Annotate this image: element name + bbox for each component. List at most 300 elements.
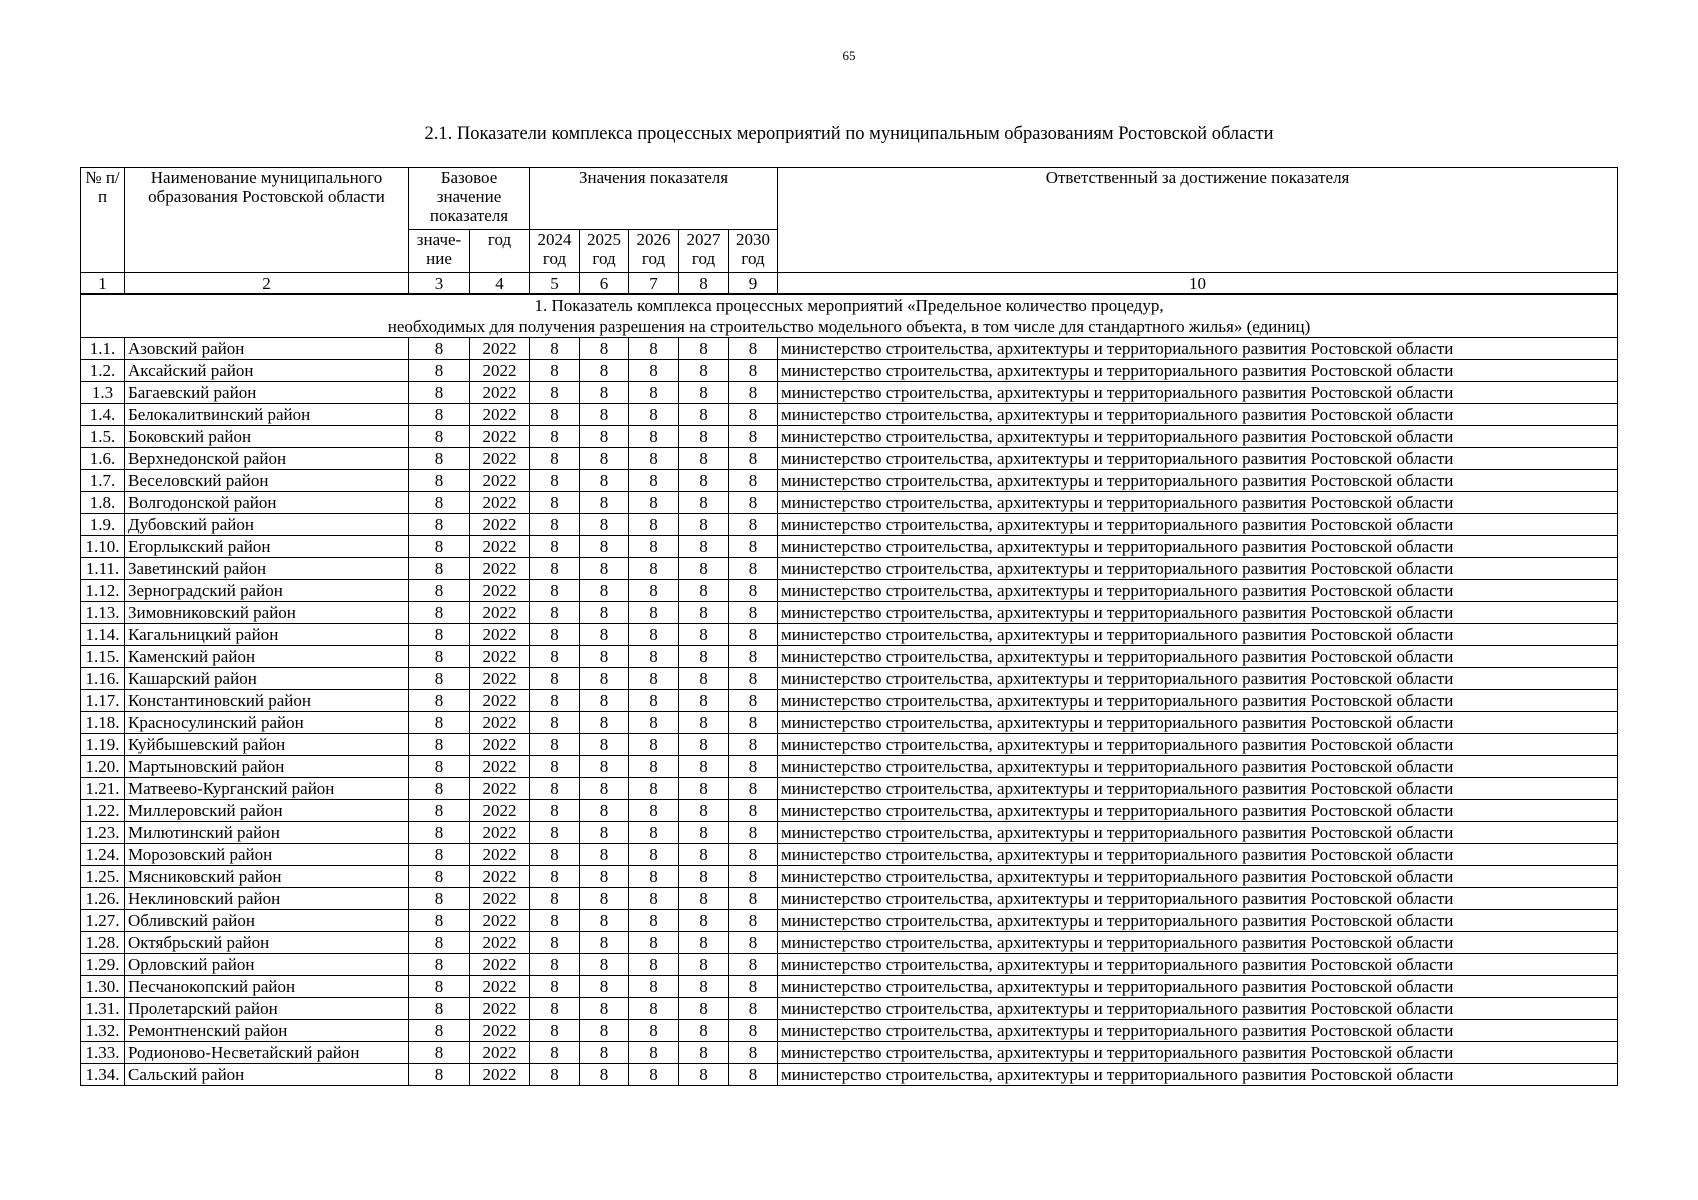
value-2030: 8 bbox=[729, 470, 778, 492]
value-2025: 8 bbox=[580, 360, 629, 382]
municipality-name: Пролетарский район bbox=[125, 998, 409, 1020]
table-body bbox=[81, 294, 1618, 1086]
value-2027: 8 bbox=[679, 580, 729, 602]
value-2026: 8 bbox=[629, 338, 679, 360]
value-2026: 8 bbox=[629, 382, 679, 404]
base-year: 2022 bbox=[470, 712, 530, 734]
table-row bbox=[81, 1020, 1618, 1042]
value-2030: 8 bbox=[729, 426, 778, 448]
col-number: 6 bbox=[580, 273, 629, 295]
value-2024: 8 bbox=[530, 734, 580, 756]
responsible-body: министерство строительства, архитектуры и территориального развития Ростовской области bbox=[778, 734, 1618, 756]
value-2027: 8 bbox=[679, 558, 729, 580]
table-row bbox=[81, 712, 1618, 734]
value-2025: 8 bbox=[580, 382, 629, 404]
responsible-body: министерство строительства, архитектуры и территориального развития Ростовской области bbox=[778, 756, 1618, 778]
responsible-body: министерство строительства, архитектуры и территориального развития Ростовской области bbox=[778, 602, 1618, 624]
value-2026: 8 bbox=[629, 888, 679, 910]
table-row bbox=[81, 404, 1618, 426]
value-2026: 8 bbox=[629, 580, 679, 602]
responsible-body: министерство строительства, архитектуры и территориального развития Ростовской области bbox=[778, 1020, 1618, 1042]
value-2024: 8 bbox=[530, 360, 580, 382]
value-2024: 8 bbox=[530, 492, 580, 514]
base-year: 2022 bbox=[470, 778, 530, 800]
col-number: 5 bbox=[530, 273, 580, 295]
table-row bbox=[81, 668, 1618, 690]
value-2027: 8 bbox=[679, 954, 729, 976]
value-2027: 8 bbox=[679, 382, 729, 404]
value-2027: 8 bbox=[679, 624, 729, 646]
table-row bbox=[81, 426, 1618, 448]
municipality-name: Милютинский район bbox=[125, 822, 409, 844]
responsible-body: министерство строительства, архитектуры и территориального развития Ростовской области bbox=[778, 536, 1618, 558]
value-2027: 8 bbox=[679, 800, 729, 822]
value-2030: 8 bbox=[729, 668, 778, 690]
value-2027: 8 bbox=[679, 404, 729, 426]
base-year: 2022 bbox=[470, 844, 530, 866]
group-heading-line-2: необходимых для получения разрешения на строительство модельного объекта, в том числе для стандартного жилья» (единиц) bbox=[387, 317, 1311, 336]
value-2027: 8 bbox=[679, 756, 729, 778]
base-year: 2022 bbox=[470, 800, 530, 822]
responsible-body: министерство строительства, архитектуры и территориального развития Ростовской области bbox=[778, 800, 1618, 822]
row-number: 1.21. bbox=[81, 778, 125, 800]
base-value: 8 bbox=[409, 404, 470, 426]
col-number: 7 bbox=[629, 273, 679, 295]
value-2025: 8 bbox=[580, 910, 629, 932]
value-2027: 8 bbox=[679, 1020, 729, 1042]
base-value: 8 bbox=[409, 580, 470, 602]
value-2025: 8 bbox=[580, 1064, 629, 1086]
header-base-value: значе-ние bbox=[409, 230, 470, 273]
value-2030: 8 bbox=[729, 646, 778, 668]
group-heading bbox=[81, 294, 1618, 338]
col-number: 4 bbox=[470, 273, 530, 295]
table-row bbox=[81, 624, 1618, 646]
municipality-name: Волгодонской район bbox=[125, 492, 409, 514]
value-2030: 8 bbox=[729, 910, 778, 932]
value-2026: 8 bbox=[629, 1064, 679, 1086]
value-2025: 8 bbox=[580, 976, 629, 998]
table-row bbox=[81, 734, 1618, 756]
value-2025: 8 bbox=[580, 822, 629, 844]
value-2024: 8 bbox=[530, 470, 580, 492]
table-row bbox=[81, 844, 1618, 866]
value-2025: 8 bbox=[580, 602, 629, 624]
base-value: 8 bbox=[409, 1064, 470, 1086]
value-2025: 8 bbox=[580, 1020, 629, 1042]
base-value: 8 bbox=[409, 932, 470, 954]
base-year: 2022 bbox=[470, 646, 530, 668]
base-value: 8 bbox=[409, 778, 470, 800]
municipality-name: Родионово-Несветайский район bbox=[125, 1042, 409, 1064]
base-value: 8 bbox=[409, 866, 470, 888]
municipality-name: Мартыновский район bbox=[125, 756, 409, 778]
value-2030: 8 bbox=[729, 888, 778, 910]
value-2030: 8 bbox=[729, 338, 778, 360]
municipality-name: Песчанокопский район bbox=[125, 976, 409, 998]
table-row bbox=[81, 360, 1618, 382]
municipality-name: Зерноградский район bbox=[125, 580, 409, 602]
table-row bbox=[81, 1042, 1618, 1064]
base-value: 8 bbox=[409, 646, 470, 668]
header-base-year: год bbox=[470, 230, 530, 273]
value-2024: 8 bbox=[530, 910, 580, 932]
value-2026: 8 bbox=[629, 954, 679, 976]
base-value: 8 bbox=[409, 998, 470, 1020]
row-number: 1.29. bbox=[81, 954, 125, 976]
value-2024: 8 bbox=[530, 646, 580, 668]
value-2026: 8 bbox=[629, 1020, 679, 1042]
col-number: 2 bbox=[125, 273, 409, 295]
responsible-body: министерство строительства, архитектуры и территориального развития Ростовской области bbox=[778, 646, 1618, 668]
value-2030: 8 bbox=[729, 778, 778, 800]
col-number: 3 bbox=[409, 273, 470, 295]
value-2024: 8 bbox=[530, 382, 580, 404]
value-2024: 8 bbox=[530, 756, 580, 778]
row-number: 1.31. bbox=[81, 998, 125, 1020]
value-2030: 8 bbox=[729, 844, 778, 866]
value-2025: 8 bbox=[580, 734, 629, 756]
value-2027: 8 bbox=[679, 888, 729, 910]
base-year: 2022 bbox=[470, 998, 530, 1020]
value-2026: 8 bbox=[629, 536, 679, 558]
base-year: 2022 bbox=[470, 756, 530, 778]
value-2025: 8 bbox=[580, 338, 629, 360]
value-2025: 8 bbox=[580, 712, 629, 734]
value-2026: 8 bbox=[629, 470, 679, 492]
value-2030: 8 bbox=[729, 712, 778, 734]
value-2026: 8 bbox=[629, 844, 679, 866]
value-2027: 8 bbox=[679, 976, 729, 998]
value-2025: 8 bbox=[580, 844, 629, 866]
municipality-name: Дубовский район bbox=[125, 514, 409, 536]
col-number: 10 bbox=[778, 273, 1618, 295]
header-base: Базовое значение показателя bbox=[409, 168, 530, 230]
municipality-name: Егорлыкский район bbox=[125, 536, 409, 558]
value-2030: 8 bbox=[729, 580, 778, 602]
header-values: Значения показателя bbox=[530, 168, 778, 230]
base-value: 8 bbox=[409, 624, 470, 646]
table-row bbox=[81, 910, 1618, 932]
value-2026: 8 bbox=[629, 976, 679, 998]
base-year: 2022 bbox=[470, 954, 530, 976]
row-number: 1.33. bbox=[81, 1042, 125, 1064]
municipality-name: Красносулинский район bbox=[125, 712, 409, 734]
table-row bbox=[81, 514, 1618, 536]
header-name: Наименование муниципального образования Ростовской области bbox=[125, 168, 409, 273]
table-row bbox=[81, 338, 1618, 360]
value-2030: 8 bbox=[729, 866, 778, 888]
base-value: 8 bbox=[409, 558, 470, 580]
value-2027: 8 bbox=[679, 514, 729, 536]
value-2030: 8 bbox=[729, 756, 778, 778]
value-2024: 8 bbox=[530, 822, 580, 844]
municipality-name: Обливский район bbox=[125, 910, 409, 932]
row-number: 1.4. bbox=[81, 404, 125, 426]
table-row bbox=[81, 602, 1618, 624]
row-number: 1.7. bbox=[81, 470, 125, 492]
value-2025: 8 bbox=[580, 1042, 629, 1064]
base-value: 8 bbox=[409, 448, 470, 470]
base-value: 8 bbox=[409, 712, 470, 734]
base-value: 8 bbox=[409, 668, 470, 690]
value-2025: 8 bbox=[580, 426, 629, 448]
row-number: 1.12. bbox=[81, 580, 125, 602]
base-value: 8 bbox=[409, 690, 470, 712]
value-2030: 8 bbox=[729, 822, 778, 844]
value-2030: 8 bbox=[729, 382, 778, 404]
value-2025: 8 bbox=[580, 998, 629, 1020]
row-number: 1.15. bbox=[81, 646, 125, 668]
value-2024: 8 bbox=[530, 778, 580, 800]
base-year: 2022 bbox=[470, 338, 530, 360]
value-2025: 8 bbox=[580, 756, 629, 778]
indicators-table bbox=[80, 167, 1618, 1086]
value-2026: 8 bbox=[629, 866, 679, 888]
row-number: 1.22. bbox=[81, 800, 125, 822]
responsible-body: министерство строительства, архитектуры и территориального развития Ростовской области bbox=[778, 426, 1618, 448]
value-2024: 8 bbox=[530, 1042, 580, 1064]
value-2027: 8 bbox=[679, 1064, 729, 1086]
value-2024: 8 bbox=[530, 932, 580, 954]
row-number: 1.6. bbox=[81, 448, 125, 470]
base-year: 2022 bbox=[470, 558, 530, 580]
table-row bbox=[81, 382, 1618, 404]
value-2027: 8 bbox=[679, 734, 729, 756]
municipality-name: Матвеево-Курганский район bbox=[125, 778, 409, 800]
value-2030: 8 bbox=[729, 624, 778, 646]
table-row bbox=[81, 1064, 1618, 1086]
header-year-2026: 2026 год bbox=[629, 230, 679, 273]
responsible-body: министерство строительства, архитектуры и территориального развития Ростовской области bbox=[778, 624, 1618, 646]
municipality-name: Веселовский район bbox=[125, 470, 409, 492]
responsible-body: министерство строительства, архитектуры и территориального развития Ростовской области bbox=[778, 404, 1618, 426]
table-row bbox=[81, 954, 1618, 976]
value-2030: 8 bbox=[729, 536, 778, 558]
municipality-name: Белокалитвинский район bbox=[125, 404, 409, 426]
responsible-body: министерство строительства, архитектуры и территориального развития Ростовской области bbox=[778, 822, 1618, 844]
value-2026: 8 bbox=[629, 690, 679, 712]
value-2024: 8 bbox=[530, 448, 580, 470]
page-title: 2.1. Показатели комплекса процессных мероприятий по муниципальным образованиям Ростовской области bbox=[424, 124, 1274, 144]
responsible-body: министерство строительства, архитектуры и территориального развития Ростовской области bbox=[778, 492, 1618, 514]
value-2024: 8 bbox=[530, 580, 580, 602]
municipality-name: Ремонтненский район bbox=[125, 1020, 409, 1042]
value-2025: 8 bbox=[580, 646, 629, 668]
col-number: 8 bbox=[679, 273, 729, 295]
table-row bbox=[81, 866, 1618, 888]
header-num: № п/п bbox=[81, 168, 125, 273]
value-2026: 8 bbox=[629, 668, 679, 690]
base-year: 2022 bbox=[470, 382, 530, 404]
table-row bbox=[81, 756, 1618, 778]
value-2024: 8 bbox=[530, 624, 580, 646]
base-year: 2022 bbox=[470, 976, 530, 998]
responsible-body: министерство строительства, архитектуры и территориального развития Ростовской области bbox=[778, 888, 1618, 910]
base-value: 8 bbox=[409, 382, 470, 404]
value-2026: 8 bbox=[629, 910, 679, 932]
row-number: 1.26. bbox=[81, 888, 125, 910]
base-value: 8 bbox=[409, 514, 470, 536]
value-2026: 8 bbox=[629, 624, 679, 646]
table-row bbox=[81, 646, 1618, 668]
value-2024: 8 bbox=[530, 800, 580, 822]
responsible-body: министерство строительства, архитектуры и территориального развития Ростовской области bbox=[778, 580, 1618, 602]
value-2025: 8 bbox=[580, 448, 629, 470]
municipality-name: Зимовниковский район bbox=[125, 602, 409, 624]
base-year: 2022 bbox=[470, 448, 530, 470]
header-year-2025: 2025 год bbox=[580, 230, 629, 273]
value-2025: 8 bbox=[580, 888, 629, 910]
value-2027: 8 bbox=[679, 338, 729, 360]
row-number: 1.16. bbox=[81, 668, 125, 690]
row-number: 1.10. bbox=[81, 536, 125, 558]
responsible-body: министерство строительства, архитектуры и территориального развития Ростовской области bbox=[778, 338, 1618, 360]
row-number: 1.24. bbox=[81, 844, 125, 866]
base-year: 2022 bbox=[470, 1042, 530, 1064]
value-2027: 8 bbox=[679, 690, 729, 712]
value-2026: 8 bbox=[629, 514, 679, 536]
base-value: 8 bbox=[409, 426, 470, 448]
value-2024: 8 bbox=[530, 976, 580, 998]
value-2030: 8 bbox=[729, 998, 778, 1020]
value-2026: 8 bbox=[629, 646, 679, 668]
value-2024: 8 bbox=[530, 536, 580, 558]
value-2025: 8 bbox=[580, 580, 629, 602]
base-value: 8 bbox=[409, 360, 470, 382]
value-2030: 8 bbox=[729, 360, 778, 382]
value-2024: 8 bbox=[530, 1020, 580, 1042]
value-2026: 8 bbox=[629, 448, 679, 470]
value-2025: 8 bbox=[580, 800, 629, 822]
value-2025: 8 bbox=[580, 866, 629, 888]
row-number: 1.27. bbox=[81, 910, 125, 932]
value-2026: 8 bbox=[629, 712, 679, 734]
col-number: 9 bbox=[729, 273, 778, 295]
col-number: 1 bbox=[81, 273, 125, 295]
table-row bbox=[81, 976, 1618, 998]
base-value: 8 bbox=[409, 1042, 470, 1064]
base-value: 8 bbox=[409, 734, 470, 756]
row-number: 1.14. bbox=[81, 624, 125, 646]
value-2025: 8 bbox=[580, 492, 629, 514]
value-2027: 8 bbox=[679, 866, 729, 888]
value-2030: 8 bbox=[729, 514, 778, 536]
base-year: 2022 bbox=[470, 360, 530, 382]
header-year-2024: 2024 год bbox=[530, 230, 580, 273]
municipality-name: Боковский район bbox=[125, 426, 409, 448]
value-2025: 8 bbox=[580, 778, 629, 800]
base-value: 8 bbox=[409, 800, 470, 822]
row-number: 1.28. bbox=[81, 932, 125, 954]
table-row bbox=[81, 470, 1618, 492]
municipality-name: Морозовский район bbox=[125, 844, 409, 866]
responsible-body: министерство строительства, архитектуры и территориального развития Ростовской области bbox=[778, 976, 1618, 998]
municipality-name: Заветинский район bbox=[125, 558, 409, 580]
value-2030: 8 bbox=[729, 734, 778, 756]
responsible-body: министерство строительства, архитектуры и территориального развития Ростовской области bbox=[778, 844, 1618, 866]
row-number: 1.11. bbox=[81, 558, 125, 580]
value-2025: 8 bbox=[580, 404, 629, 426]
value-2025: 8 bbox=[580, 514, 629, 536]
responsible-body: министерство строительства, архитектуры и территориального развития Ростовской области bbox=[778, 382, 1618, 404]
responsible-body: министерство строительства, архитектуры и территориального развития Ростовской области bbox=[778, 1064, 1618, 1086]
responsible-body: министерство строительства, архитектуры и территориального развития Ростовской области bbox=[778, 1042, 1618, 1064]
value-2027: 8 bbox=[679, 668, 729, 690]
value-2024: 8 bbox=[530, 690, 580, 712]
base-year: 2022 bbox=[470, 580, 530, 602]
base-year: 2022 bbox=[470, 734, 530, 756]
municipality-name: Орловский район bbox=[125, 954, 409, 976]
value-2027: 8 bbox=[679, 998, 729, 1020]
base-value: 8 bbox=[409, 536, 470, 558]
municipality-name: Октябрьский район bbox=[125, 932, 409, 954]
base-value: 8 bbox=[409, 338, 470, 360]
value-2030: 8 bbox=[729, 1020, 778, 1042]
value-2024: 8 bbox=[530, 866, 580, 888]
responsible-body: министерство строительства, архитектуры и территориального развития Ростовской области bbox=[778, 778, 1618, 800]
value-2026: 8 bbox=[629, 734, 679, 756]
base-value: 8 bbox=[409, 822, 470, 844]
base-year: 2022 bbox=[470, 1064, 530, 1086]
value-2030: 8 bbox=[729, 492, 778, 514]
value-2024: 8 bbox=[530, 998, 580, 1020]
value-2024: 8 bbox=[530, 844, 580, 866]
value-2025: 8 bbox=[580, 932, 629, 954]
table-row bbox=[81, 888, 1618, 910]
base-value: 8 bbox=[409, 602, 470, 624]
table-row bbox=[81, 536, 1618, 558]
value-2026: 8 bbox=[629, 822, 679, 844]
value-2026: 8 bbox=[629, 1042, 679, 1064]
row-number: 1.32. bbox=[81, 1020, 125, 1042]
table-row bbox=[81, 778, 1618, 800]
municipality-name: Куйбышевский район bbox=[125, 734, 409, 756]
responsible-body: министерство строительства, архитектуры и территориального развития Ростовской области bbox=[778, 932, 1618, 954]
value-2027: 8 bbox=[679, 932, 729, 954]
row-number: 1.34. bbox=[81, 1064, 125, 1086]
responsible-body: министерство строительства, архитектуры и территориального развития Ростовской области bbox=[778, 954, 1618, 976]
value-2026: 8 bbox=[629, 998, 679, 1020]
row-number: 1.18. bbox=[81, 712, 125, 734]
value-2024: 8 bbox=[530, 888, 580, 910]
row-number: 1.23. bbox=[81, 822, 125, 844]
responsible-body: министерство строительства, архитектуры и территориального развития Ростовской области bbox=[778, 448, 1618, 470]
group-heading-line-1: 1. Показатель комплекса процессных мероприятий «Предельное количество процедур, bbox=[534, 296, 1164, 315]
responsible-body: министерство строительства, архитектуры и территориального развития Ростовской области bbox=[778, 998, 1618, 1020]
municipality-name: Багаевский район bbox=[125, 382, 409, 404]
value-2026: 8 bbox=[629, 602, 679, 624]
base-year: 2022 bbox=[470, 426, 530, 448]
value-2024: 8 bbox=[530, 602, 580, 624]
value-2026: 8 bbox=[629, 800, 679, 822]
responsible-body: министерство строительства, архитектуры и территориального развития Ростовской области bbox=[778, 690, 1618, 712]
value-2026: 8 bbox=[629, 932, 679, 954]
row-number: 1.5. bbox=[81, 426, 125, 448]
value-2025: 8 bbox=[580, 668, 629, 690]
value-2030: 8 bbox=[729, 976, 778, 998]
table-row bbox=[81, 998, 1618, 1020]
base-value: 8 bbox=[409, 470, 470, 492]
value-2024: 8 bbox=[530, 338, 580, 360]
base-year: 2022 bbox=[470, 888, 530, 910]
table-row bbox=[81, 580, 1618, 602]
value-2027: 8 bbox=[679, 448, 729, 470]
table-row bbox=[81, 492, 1618, 514]
row-number: 1.13. bbox=[81, 602, 125, 624]
base-value: 8 bbox=[409, 954, 470, 976]
base-value: 8 bbox=[409, 888, 470, 910]
